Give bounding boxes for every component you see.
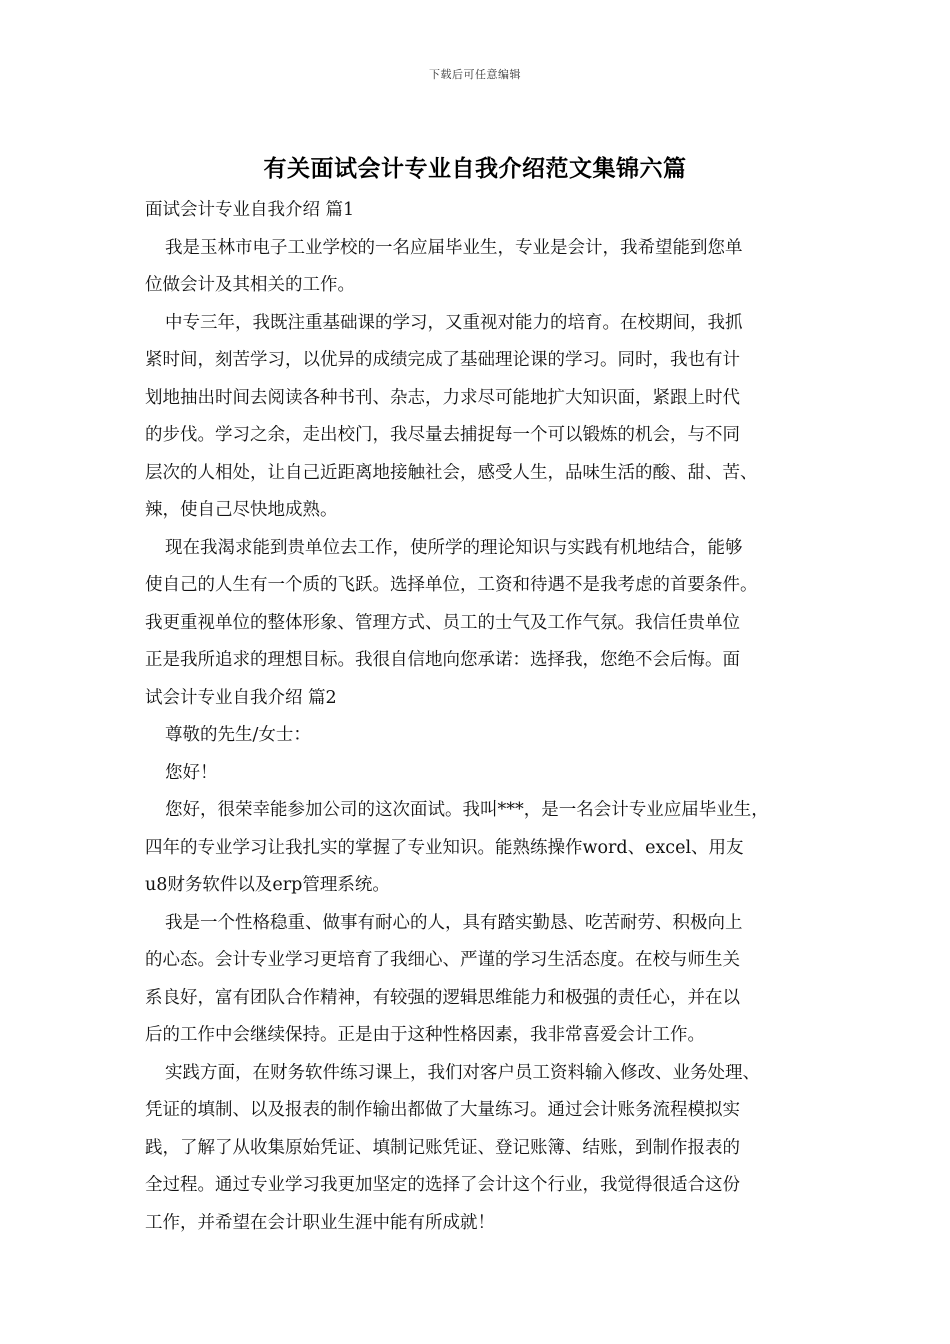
text-line: 您好，很荣幸能参加公司的这次面试。我叫***，是一名会计专业应届毕业生， (165, 800, 769, 820)
text-line: 使自己的人生有一个质的飞跃。选择单位，工资和待遇不是我考虑的首要条件。 (145, 575, 758, 595)
text-line: 凭证的填制、以及报表的制作输出都做了大量练习。通过会计账务流程模拟实 (145, 1100, 740, 1120)
text-line: 正是我所追求的理想目标。我很自信地向您承诺：选择我，您绝不会后悔。面 (145, 650, 740, 670)
text-line: 后的工作中会继续保持。正是由于这种性格因素，我非常喜爱会计工作。 (145, 1025, 705, 1045)
header-note: 下载后可任意编辑 (429, 68, 521, 81)
text-line: 四年的专业学习让我扎实的掌握了专业知识。能熟练操作word、excel、用友 (145, 837, 744, 858)
document-body (145, 196, 810, 1246)
text-line: 的步伐。学习之余，走出校门，我尽量去捕捉每一个可以锻炼的机会，与不同 (145, 425, 740, 445)
text-line: u8财务软件以及erp管理系统。 (145, 875, 390, 895)
text-line: 划地抽出时间去阅读各种书刊、杂志，力求尽可能地扩大知识面，紧跟上时代 (145, 387, 740, 408)
text-line: 我是玉林市电子工业学校的一名应届毕业生，专业是会计，我希望能到您单 (165, 237, 743, 258)
text-line: 您好！ (165, 762, 218, 783)
document-title: 有关面试会计专业自我介绍范文集锦六篇 (263, 155, 687, 182)
text-line: 我更重视单位的整体形象、管理方式、员工的士气及工作气氛。我信任贵单位 (145, 612, 740, 633)
text-line: 我是一个性格稳重、做事有耐心的人，具有踏实勤恳、吃苦耐劳、积极向上 (165, 912, 743, 933)
text-line: 中专三年，我既注重基础课的学习，又重视对能力的培育。在校期间，我抓 (165, 312, 743, 333)
text-line: 位做会计及其相关的工作。 (145, 275, 355, 295)
text-line: 紧时间，刻苦学习，以优异的成绩完成了基础理论课的学习。同时，我也有计 (145, 350, 740, 370)
text-line: 系良好，富有团队合作精神，有较强的逻辑思维能力和极强的责任心，并在以 (145, 987, 740, 1008)
text-line: 层次的人相处，让自己近距离地接触社会，感受人生，品味生活的酸、甜、苦、 (145, 462, 758, 483)
text-line: 全过程。通过专业学习我更加坚定的选择了会计这个行业，我觉得很适合这份 (145, 1175, 740, 1195)
text-line: 尊敬的先生/女士： (165, 725, 311, 745)
text-line: 的心态。会计专业学习更培育了我细心、严谨的学习生活态度。在校与师生关 (145, 950, 740, 970)
text-line: 践，了解了从收集原始凭证、填制记账凭证、登记账簿、结账，到制作报表的 (145, 1137, 740, 1158)
text-line: 工作，并希望在会计职业生涯中能有所成就！ (145, 1212, 495, 1233)
text-line: 面试会计专业自我介绍 篇1 (145, 200, 355, 220)
text-line: 实践方面，在财务软件练习课上，我们对客户员工资料输入修改、业务处理、 (165, 1062, 760, 1083)
text-line: 辣，使自己尽快地成熟。 (145, 500, 338, 520)
text-line: 现在我渴求能到贵单位去工作，使所学的理论知识与实践有机地结合，能够 (165, 537, 743, 558)
text-line: 试会计专业自我介绍 篇2 (145, 687, 337, 708)
